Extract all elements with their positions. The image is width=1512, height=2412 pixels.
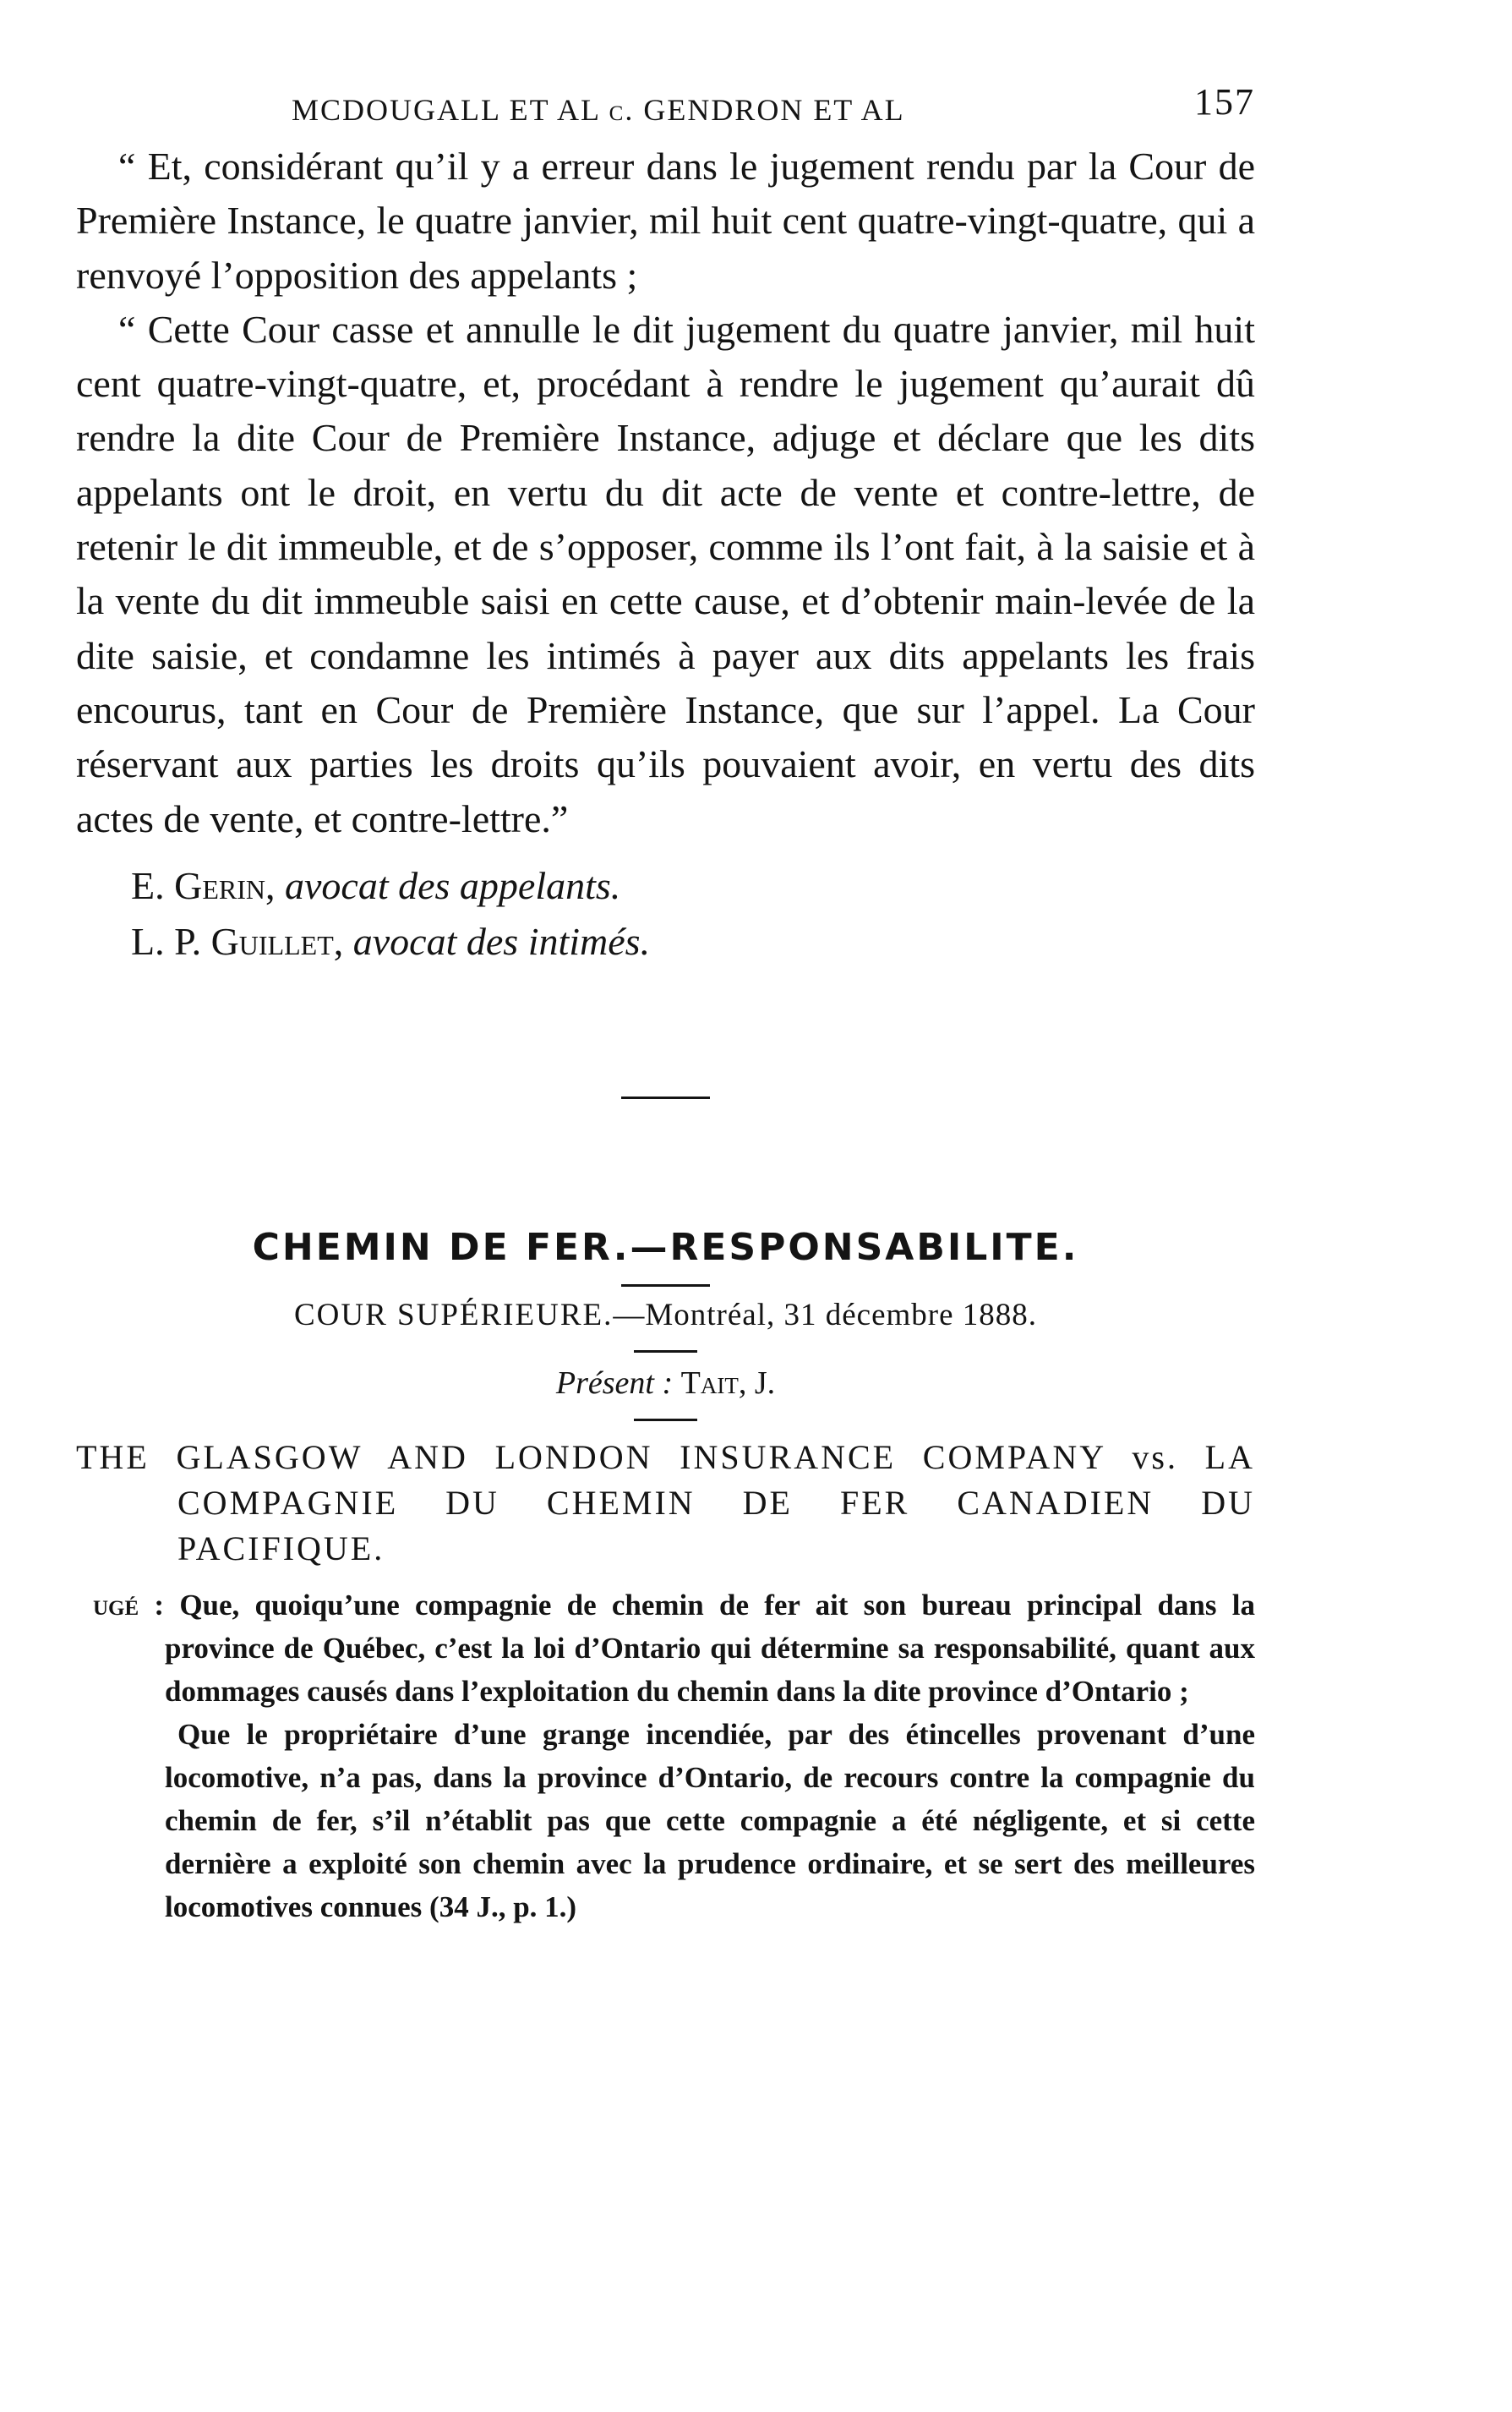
signature-name: E. Gerin, <box>131 863 276 907</box>
place-date: —Montréal, 31 décembre 1888. <box>613 1297 1038 1332</box>
held-paragraph <box>93 1583 1255 1713</box>
judgment-paragraph: “ Et, considérant qu’il y a erreur dans le jugement rendu par la Cour de Première Instance, le quatre janvier, mil huit cent quatre-vingt-quatre, qui a renvoyé l’opposition des appelants ; <box>76 145 1255 297</box>
signature-name: L. P. Guillet, <box>131 919 344 963</box>
judgment-text <box>76 139 1255 846</box>
judge-name: Tait, J. <box>680 1365 776 1401</box>
running-title: MCDOUGALL ET AL c. GENDRON ET AL <box>292 93 905 127</box>
held-label: ugé : <box>93 1588 165 1622</box>
present-label: Présent : <box>555 1365 674 1401</box>
held-text: Que, quoiqu’une compagnie de chemin de fer ait son bureau principal dans la province de Québec, c’est la loi d’Ontario qui détermine sa responsabilité, quant aux dommages causés dans l’exploitation du chemin dans la dite province d’Ontario ; <box>165 1588 1255 1708</box>
signature-line <box>131 914 1255 970</box>
present-line <box>76 1365 1255 1402</box>
judgment-paragraph: “ Cette Cour casse et annulle le dit jugement du quatre janvier, mil huit cent quatre-vingt-quatre, et, procédant à rendre le jugement qu’aurait dû rendre la dite Cour de Première Instance, adjuge et déclare que les dits appelants ont le droit, en vertu du dit acte de vente et contre-lettre, de retenir le dit immeuble, et de s’opposer, comme ils l’ont fait, à la saisie et à la vente du dit immeuble saisi en cette cause, et d’obtenir main-levée de la dite saisie, et condamne les intimés à payer aux dits appelants les frais encourus, tant en Cour de Première Instance, que sur l’appel. La Cour réservant aux parties les droits qu’ils pouvaient avoir, en vertu des dits actes de vente, et contre-lettre.” <box>76 307 1255 840</box>
section-title: CHEMIN DE FER.—RESPONSABILITE. <box>252 1225 1079 1269</box>
court-name: COUR SUPÉRIEURE. <box>293 1297 614 1332</box>
case-title: THE GLASGOW AND LONDON INSURANCE COMPANY vs. LA COMPAGNIE DU CHEMIN DE FER CANADIEN DU PACIFIQUE. <box>76 1437 1255 1567</box>
signature-role: avocat des appelants. <box>284 863 621 907</box>
held-summary <box>76 1583 1255 1928</box>
held-paragraph: Que le propriétaire d’une grange incendiée, par des étincelles provenant d’une locomotive, n’a pas, dans la province d’Ontario, de recours contre la compagnie du chemin de fer, s’il n’établit pas que cette compagnie a été négligente, et si cette dernière a exploité son chemin avec la prudence ordinaire, et se sert des meilleures locomotives connues (34 J., p. 1.) <box>165 1717 1255 1923</box>
running-head <box>76 80 1255 139</box>
signature-line <box>131 858 1255 914</box>
court-line <box>76 1297 1255 1333</box>
book-page <box>76 80 1255 1928</box>
page-number: 157 <box>1194 81 1255 123</box>
signature-role: avocat des intimés. <box>352 919 651 963</box>
